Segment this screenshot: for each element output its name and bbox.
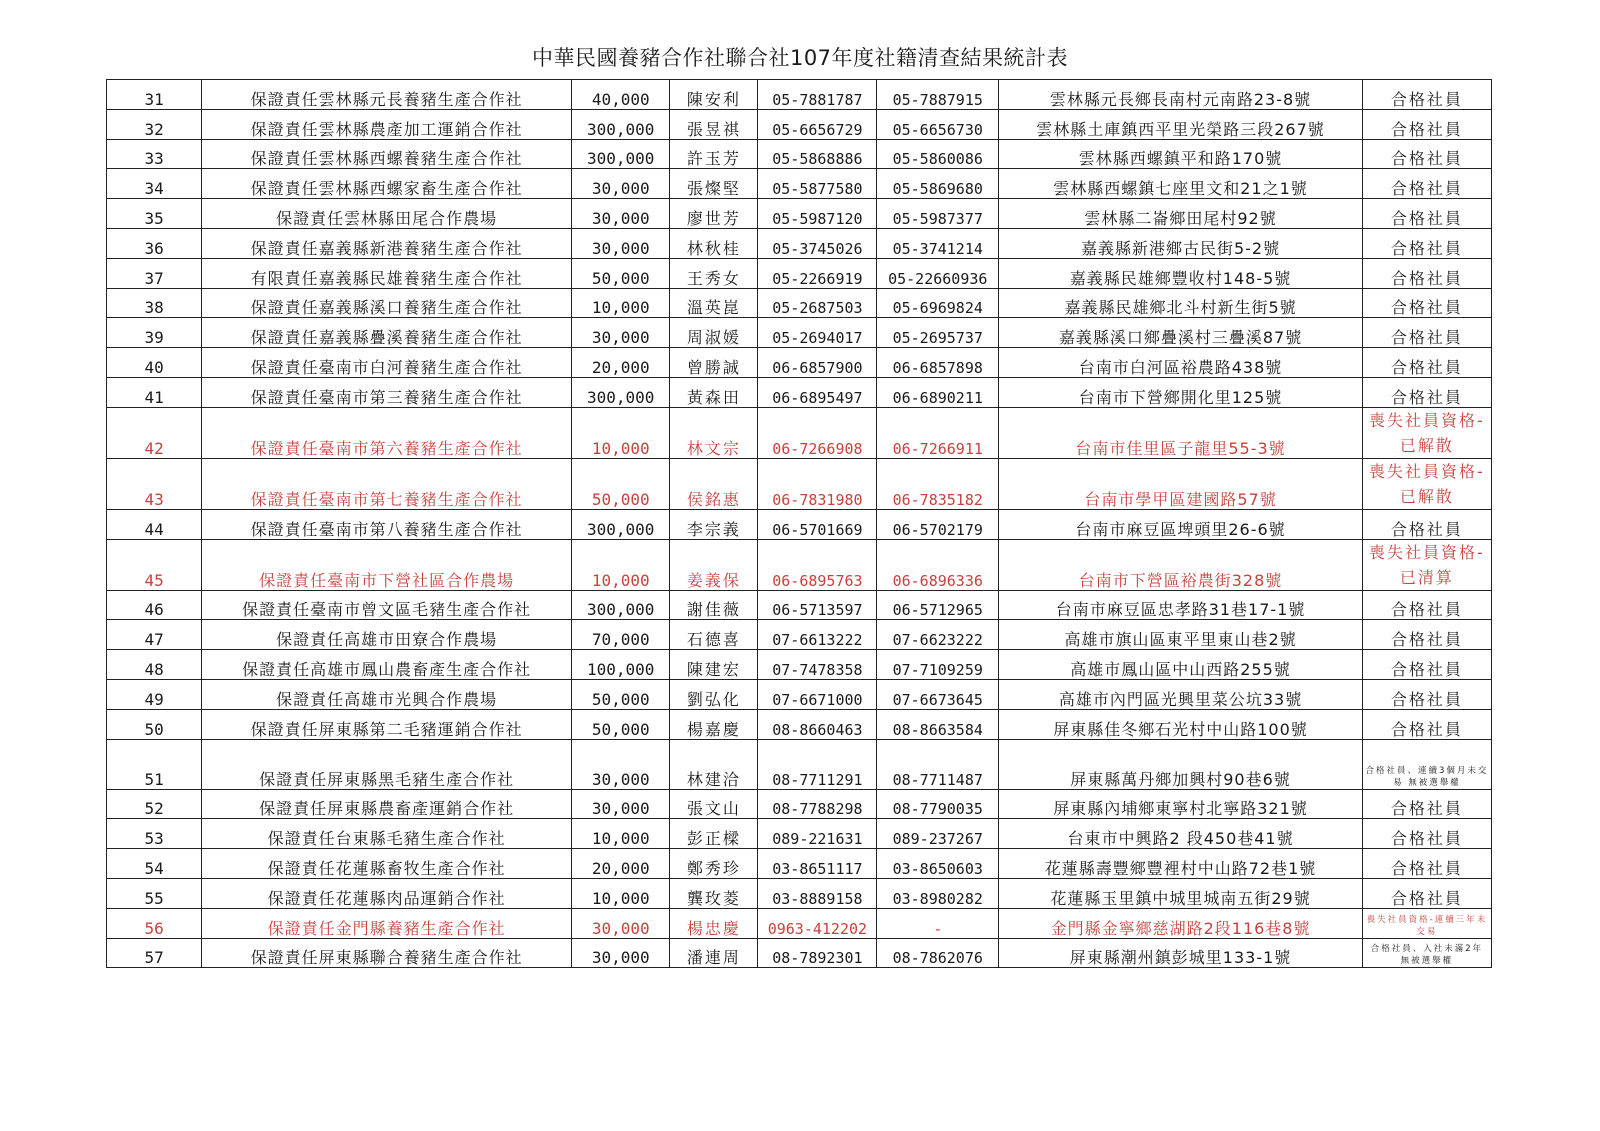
phone-cell: 08-8660463 (758, 709, 877, 739)
phone-cell: 05-6656729 (758, 109, 877, 139)
address-cell: 雲林縣土庫鎮西平里光榮路三段267號 (999, 109, 1363, 139)
status-cell: 合格社員 (1362, 169, 1491, 199)
cooperative-name-cell: 保證責任高雄市田寮合作農場 (202, 620, 572, 650)
row-number-cell: 44 (107, 509, 202, 539)
cooperative-name-cell: 保證責任嘉義縣疊溪養豬生產合作社 (202, 318, 572, 348)
status-cell: 喪失社員資格-已解散 (1362, 458, 1491, 509)
share-amount-cell: 30,000 (572, 169, 670, 199)
cooperative-name-cell: 保證責任高雄市鳳山農畜產生產合作社 (202, 650, 572, 680)
fax-cell: 05-5987377 (877, 199, 999, 229)
representative-cell: 王秀女 (670, 258, 758, 288)
status-cell: 合格社員 (1362, 109, 1491, 139)
status-cell: 合格社員 (1362, 377, 1491, 407)
representative-cell: 林秋桂 (670, 228, 758, 258)
address-cell: 高雄市內門區光興里菜公坑33號 (999, 679, 1363, 709)
phone-cell: 06-5701669 (758, 509, 877, 539)
cooperative-name-cell: 保證責任臺南市下營社區合作農場 (202, 539, 572, 590)
row-number-cell: 57 (107, 938, 202, 968)
status-cell: 合格社員 (1362, 228, 1491, 258)
status-cell: 合格社員 (1362, 80, 1491, 110)
share-amount-cell: 30,000 (572, 938, 670, 968)
table-row (107, 849, 1492, 879)
address-cell: 雲林縣元長鄉長南村元南路23-8號 (999, 80, 1363, 110)
representative-cell: 張文山 (670, 789, 758, 819)
status-cell: 喪失社員資格-連續三年未交易 (1362, 908, 1491, 938)
status-cell: 合格社員 (1362, 509, 1491, 539)
share-amount-cell: 50,000 (572, 709, 670, 739)
phone-cell: 06-6895763 (758, 539, 877, 590)
status-cell: 合格社員 (1362, 849, 1491, 879)
share-amount-cell: 10,000 (572, 407, 670, 458)
table-row (107, 377, 1492, 407)
representative-cell: 鄭秀珍 (670, 849, 758, 879)
table-row (107, 789, 1492, 819)
representative-cell: 楊嘉慶 (670, 709, 758, 739)
cooperative-name-cell: 保證責任雲林縣西螺家畜生產合作社 (202, 169, 572, 199)
phone-cell: 07-6613222 (758, 620, 877, 650)
share-amount-cell: 30,000 (572, 908, 670, 938)
phone-cell: 06-6857900 (758, 348, 877, 378)
fax-cell: 05-5860086 (877, 139, 999, 169)
table-row (107, 908, 1492, 938)
cooperative-name-cell: 保證責任花蓮縣畜牧生產合作社 (202, 849, 572, 879)
table-row (107, 819, 1492, 849)
row-number-cell: 47 (107, 620, 202, 650)
row-number-cell: 35 (107, 199, 202, 229)
address-cell: 雲林縣西螺鎮七座里文和21之1號 (999, 169, 1363, 199)
address-cell: 台南市麻豆區埤頭里26-6號 (999, 509, 1363, 539)
share-amount-cell: 10,000 (572, 288, 670, 318)
table-row (107, 938, 1492, 968)
address-cell: 台南市學甲區建國路57號 (999, 458, 1363, 509)
address-cell: 屏東縣萬丹鄉加興村90巷6號 (999, 739, 1363, 789)
status-cell: 合格社員 (1362, 258, 1491, 288)
table-row (107, 80, 1492, 110)
table-row (107, 679, 1492, 709)
address-cell: 台南市下營鄉開化里125號 (999, 377, 1363, 407)
status-cell: 合格社員 (1362, 590, 1491, 620)
fax-cell: 06-7266911 (877, 407, 999, 458)
fax-cell: 05-3741214 (877, 228, 999, 258)
table-row (107, 590, 1492, 620)
phone-cell: 03-8651117 (758, 849, 877, 879)
row-number-cell: 56 (107, 908, 202, 938)
status-cell: 合格社員 (1362, 709, 1491, 739)
address-cell: 雲林縣西螺鎮平和路170號 (999, 139, 1363, 169)
share-amount-cell: 40,000 (572, 80, 670, 110)
status-cell: 合格社員 (1362, 348, 1491, 378)
row-number-cell: 49 (107, 679, 202, 709)
fax-cell: 05-6969824 (877, 288, 999, 318)
table-row (107, 739, 1492, 789)
cooperative-name-cell: 保證責任屏東縣第二毛豬運銷合作社 (202, 709, 572, 739)
table-row (107, 709, 1492, 739)
cooperative-name-cell: 保證責任高雄市光興合作農場 (202, 679, 572, 709)
status-cell: 合格社員、入社未滿2年 無被選舉權 (1362, 938, 1491, 968)
cooperative-name-cell: 保證責任雲林縣西螺養豬生產合作社 (202, 139, 572, 169)
representative-cell: 劉弘化 (670, 679, 758, 709)
table-row (107, 258, 1492, 288)
phone-cell: 05-5987120 (758, 199, 877, 229)
row-number-cell: 41 (107, 377, 202, 407)
fax-cell: 08-7790035 (877, 789, 999, 819)
address-cell: 高雄市旗山區東平里東山巷2號 (999, 620, 1363, 650)
table-row (107, 509, 1492, 539)
share-amount-cell: 20,000 (572, 849, 670, 879)
share-amount-cell: 10,000 (572, 878, 670, 908)
row-number-cell: 48 (107, 650, 202, 680)
address-cell: 嘉義縣民雄鄉北斗村新生街5號 (999, 288, 1363, 318)
phone-cell: 06-5713597 (758, 590, 877, 620)
cooperative-name-cell: 保證責任嘉義縣新港養豬生產合作社 (202, 228, 572, 258)
address-cell: 金門縣金寧鄉慈湖路2段116巷8號 (999, 908, 1363, 938)
representative-cell: 石德喜 (670, 620, 758, 650)
address-cell: 台南市佳里區子龍里55-3號 (999, 407, 1363, 458)
representative-cell: 張燦堅 (670, 169, 758, 199)
phone-cell: 06-7831980 (758, 458, 877, 509)
cooperative-name-cell: 保證責任屏東縣聯合養豬生產合作社 (202, 938, 572, 968)
phone-cell: 07-6671000 (758, 679, 877, 709)
fax-cell: - (877, 908, 999, 938)
row-number-cell: 31 (107, 80, 202, 110)
member-table (106, 79, 1492, 968)
cooperative-name-cell: 保證責任屏東縣農畜產運銷合作社 (202, 789, 572, 819)
cooperative-name-cell: 保證責任屏東縣黑毛豬生產合作社 (202, 739, 572, 789)
cooperative-name-cell: 保證責任雲林縣田尾合作農場 (202, 199, 572, 229)
phone-cell: 0963-412202 (758, 908, 877, 938)
share-amount-cell: 30,000 (572, 739, 670, 789)
address-cell: 屏東縣內埔鄉東寧村北寧路321號 (999, 789, 1363, 819)
table-row (107, 620, 1492, 650)
status-cell: 合格社員 (1362, 139, 1491, 169)
row-number-cell: 43 (107, 458, 202, 509)
cooperative-name-cell: 保證責任臺南市曾文區毛豬生產合作社 (202, 590, 572, 620)
fax-cell: 03-8980282 (877, 878, 999, 908)
cooperative-name-cell: 保證責任臺南市第三養豬生產合作社 (202, 377, 572, 407)
row-number-cell: 38 (107, 288, 202, 318)
row-number-cell: 52 (107, 789, 202, 819)
share-amount-cell: 30,000 (572, 789, 670, 819)
fax-cell: 06-6896336 (877, 539, 999, 590)
fax-cell: 089-237267 (877, 819, 999, 849)
cooperative-name-cell: 保證責任雲林縣農產加工運銷合作社 (202, 109, 572, 139)
share-amount-cell: 20,000 (572, 348, 670, 378)
cooperative-name-cell: 保證責任臺南市第八養豬生產合作社 (202, 509, 572, 539)
phone-cell: 03-8889158 (758, 878, 877, 908)
row-number-cell: 39 (107, 318, 202, 348)
address-cell: 嘉義縣民雄鄉豐收村148-5號 (999, 258, 1363, 288)
share-amount-cell: 30,000 (572, 199, 670, 229)
representative-cell: 許玉芳 (670, 139, 758, 169)
share-amount-cell: 300,000 (572, 377, 670, 407)
row-number-cell: 36 (107, 228, 202, 258)
share-amount-cell: 100,000 (572, 650, 670, 680)
row-number-cell: 42 (107, 407, 202, 458)
phone-cell: 05-2694017 (758, 318, 877, 348)
share-amount-cell: 50,000 (572, 679, 670, 709)
phone-cell: 08-7892301 (758, 938, 877, 968)
fax-cell: 03-8650603 (877, 849, 999, 879)
representative-cell: 曾勝誠 (670, 348, 758, 378)
address-cell: 台南市下營區裕農街328號 (999, 539, 1363, 590)
row-number-cell: 55 (107, 878, 202, 908)
representative-cell: 侯銘惠 (670, 458, 758, 509)
fax-cell: 07-7109259 (877, 650, 999, 680)
representative-cell: 廖世芳 (670, 199, 758, 229)
share-amount-cell: 70,000 (572, 620, 670, 650)
representative-cell: 龔玫菱 (670, 878, 758, 908)
row-number-cell: 53 (107, 819, 202, 849)
address-cell: 高雄市鳳山區中山西路255號 (999, 650, 1363, 680)
phone-cell: 08-7711291 (758, 739, 877, 789)
phone-cell: 05-2266919 (758, 258, 877, 288)
status-cell: 合格社員 (1362, 878, 1491, 908)
table-row (107, 348, 1492, 378)
fax-cell: 06-6857898 (877, 348, 999, 378)
phone-cell: 05-5877580 (758, 169, 877, 199)
fax-cell: 08-8663584 (877, 709, 999, 739)
status-cell: 合格社員 (1362, 650, 1491, 680)
table-row (107, 407, 1492, 458)
row-number-cell: 45 (107, 539, 202, 590)
row-number-cell: 50 (107, 709, 202, 739)
address-cell: 花蓮縣玉里鎮中城里城南五街29號 (999, 878, 1363, 908)
representative-cell: 陳建宏 (670, 650, 758, 680)
row-number-cell: 40 (107, 348, 202, 378)
representative-cell: 黃森田 (670, 377, 758, 407)
fax-cell: 08-7711487 (877, 739, 999, 789)
status-cell: 合格社員 (1362, 620, 1491, 650)
table-row (107, 169, 1492, 199)
share-amount-cell: 10,000 (572, 819, 670, 849)
address-cell: 屏東縣潮州鎮彭城里133-1號 (999, 938, 1363, 968)
fax-cell: 06-7835182 (877, 458, 999, 509)
address-cell: 雲林縣二崙鄉田尾村92號 (999, 199, 1363, 229)
representative-cell: 謝佳薇 (670, 590, 758, 620)
address-cell: 花蓮縣壽豐鄉豐裡村中山路72巷1號 (999, 849, 1363, 879)
fax-cell: 06-5702179 (877, 509, 999, 539)
phone-cell: 07-7478358 (758, 650, 877, 680)
phone-cell: 089-221631 (758, 819, 877, 849)
representative-cell: 楊忠慶 (670, 908, 758, 938)
address-cell: 台東市中興路2 段450巷41號 (999, 819, 1363, 849)
address-cell: 台南市白河區裕農路438號 (999, 348, 1363, 378)
row-number-cell: 51 (107, 739, 202, 789)
row-number-cell: 54 (107, 849, 202, 879)
status-cell: 喪失社員資格-已清算 (1362, 539, 1491, 590)
row-number-cell: 33 (107, 139, 202, 169)
row-number-cell: 32 (107, 109, 202, 139)
row-number-cell: 37 (107, 258, 202, 288)
cooperative-name-cell: 有限責任嘉義縣民雄養豬生產合作社 (202, 258, 572, 288)
table-row (107, 139, 1492, 169)
representative-cell: 周淑媛 (670, 318, 758, 348)
share-amount-cell: 300,000 (572, 109, 670, 139)
table-row (107, 878, 1492, 908)
status-cell: 合格社員 (1362, 819, 1491, 849)
share-amount-cell: 30,000 (572, 228, 670, 258)
phone-cell: 05-2687503 (758, 288, 877, 318)
fax-cell: 06-6890211 (877, 377, 999, 407)
share-amount-cell: 50,000 (572, 258, 670, 288)
table-row (107, 288, 1492, 318)
cooperative-name-cell: 保證責任臺南市第六養豬生產合作社 (202, 407, 572, 458)
fax-cell: 05-6656730 (877, 109, 999, 139)
share-amount-cell: 300,000 (572, 139, 670, 169)
representative-cell: 彭正樑 (670, 819, 758, 849)
fax-cell: 07-6673645 (877, 679, 999, 709)
row-number-cell: 34 (107, 169, 202, 199)
status-cell: 喪失社員資格-已解散 (1362, 407, 1491, 458)
status-cell: 合格社員 (1362, 199, 1491, 229)
representative-cell: 林文宗 (670, 407, 758, 458)
fax-cell: 07-6623222 (877, 620, 999, 650)
representative-cell: 姜義保 (670, 539, 758, 590)
fax-cell: 05-7887915 (877, 80, 999, 110)
representative-cell: 潘連周 (670, 938, 758, 968)
table-body (107, 80, 1492, 968)
row-number-cell: 46 (107, 590, 202, 620)
representative-cell: 李宗義 (670, 509, 758, 539)
cooperative-name-cell: 保證責任金門縣養豬生產合作社 (202, 908, 572, 938)
representative-cell: 張昱祺 (670, 109, 758, 139)
phone-cell: 05-5868886 (758, 139, 877, 169)
fax-cell: 08-7862076 (877, 938, 999, 968)
address-cell: 嘉義縣新港鄉古民街5-2號 (999, 228, 1363, 258)
phone-cell: 08-7788298 (758, 789, 877, 819)
table-row (107, 228, 1492, 258)
phone-cell: 06-7266908 (758, 407, 877, 458)
status-cell: 合格社員、連續3個月未交易 無被選舉權 (1362, 739, 1491, 789)
fax-cell: 06-5712965 (877, 590, 999, 620)
table-row (107, 199, 1492, 229)
table-row (107, 650, 1492, 680)
table-row (107, 458, 1492, 509)
cooperative-name-cell: 保證責任臺南市白河養豬生產合作社 (202, 348, 572, 378)
representative-cell: 溫英崑 (670, 288, 758, 318)
phone-cell: 05-7881787 (758, 80, 877, 110)
cooperative-name-cell: 保證責任花蓮縣肉品運銷合作社 (202, 878, 572, 908)
table-row (107, 318, 1492, 348)
representative-cell: 林建洽 (670, 739, 758, 789)
share-amount-cell: 10,000 (572, 539, 670, 590)
phone-cell: 06-6895497 (758, 377, 877, 407)
cooperative-name-cell: 保證責任臺南市第七養豬生產合作社 (202, 458, 572, 509)
status-cell: 合格社員 (1362, 679, 1491, 709)
fax-cell: 05-5869680 (877, 169, 999, 199)
share-amount-cell: 30,000 (572, 318, 670, 348)
cooperative-name-cell: 保證責任雲林縣元長養豬生產合作社 (202, 80, 572, 110)
table-row (107, 539, 1492, 590)
representative-cell: 陳安利 (670, 80, 758, 110)
phone-cell: 05-3745026 (758, 228, 877, 258)
cooperative-name-cell: 保證責任台東縣毛豬生產合作社 (202, 819, 572, 849)
share-amount-cell: 300,000 (572, 590, 670, 620)
share-amount-cell: 300,000 (572, 509, 670, 539)
status-cell: 合格社員 (1362, 789, 1491, 819)
status-cell: 合格社員 (1362, 318, 1491, 348)
document-title: 中華民國養豬合作社聯合社107年度社籍清查結果統計表 (531, 46, 1069, 70)
address-cell: 屏東縣佳冬鄉石光村中山路100號 (999, 709, 1363, 739)
address-cell: 台南市麻豆區忠孝路31巷17-1號 (999, 590, 1363, 620)
address-cell: 嘉義縣溪口鄉疊溪村三疊溪87號 (999, 318, 1363, 348)
cooperative-name-cell: 保證責任嘉義縣溪口養豬生產合作社 (202, 288, 572, 318)
fax-cell: 05-2695737 (877, 318, 999, 348)
share-amount-cell: 50,000 (572, 458, 670, 509)
status-cell: 合格社員 (1362, 288, 1491, 318)
table-row (107, 109, 1492, 139)
fax-cell: 05-22660936 (877, 258, 999, 288)
